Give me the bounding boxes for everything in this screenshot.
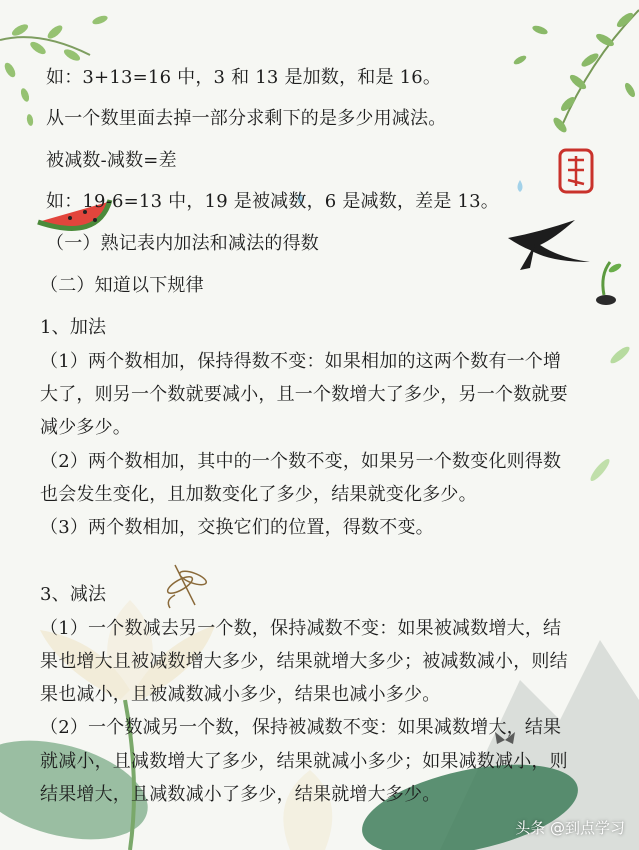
text-line: （1）一个数减去另一个数，保持减数不变：如果被减数增大，结 [40, 618, 562, 639]
text-line: 结果增大，且减数减小了多少，结果就增大多少。 [40, 784, 441, 805]
text-line: 从一个数里面去掉一部分求剩下的是多少用减法。 [46, 108, 447, 129]
text-line: 减少多少。 [40, 417, 131, 438]
text-line: 如：3+13=16 中，3 和 13 是加数，和是 16。 [46, 67, 442, 88]
section-heading: （一）熟记表内加法和减法的得数 [46, 233, 319, 254]
leaf-branch-top-right [512, 10, 639, 134]
text-line: （2）一个数减另一个数，保持被减数不变：如果减数增大，结果 [40, 717, 562, 738]
watermark-text: 头条 @到点学习 [515, 819, 625, 837]
text-line: 果也增大且被减数增大多少，结果就增大多少；被减数减小，则结 [40, 651, 568, 672]
section-heading: 1、加法 [40, 317, 107, 338]
dragonfly [165, 565, 207, 608]
section-heading: 3、减法 [40, 584, 107, 605]
text-line: 大了，则另一个数就要减小，且一个数增大了多少，另一个数就要 [40, 384, 568, 405]
text-line: （2）两个数相加，其中的一个数不变，如果另一个数变化则得数 [40, 451, 562, 472]
text-line: 被减数-减数=差 [46, 150, 177, 171]
red-seal-stamp [560, 150, 592, 192]
text-line: 也会发生变化，且加数变化了多少，结果就变化多少。 [40, 484, 477, 505]
section-heading: （二）知道以下规律 [40, 275, 204, 296]
swallow-bird [508, 220, 590, 270]
text-line: 果也减小，且被减数减小多少，结果也减小多少。 [40, 684, 441, 705]
plant-sprout [588, 262, 632, 483]
text-line: 如：19-6=13 中，19 是被减数，6 是减数，差是 13。 [46, 191, 499, 212]
text-line: （3）两个数相加，交换它们的位置，得数不变。 [40, 517, 434, 538]
text-line: （1）两个数相加，保持得数不变：如果相加的这两个数有一个增 [40, 351, 562, 372]
text-line: 就减小，且减数增大了多少，结果就减小多少；如果减数减小，则 [40, 751, 568, 772]
